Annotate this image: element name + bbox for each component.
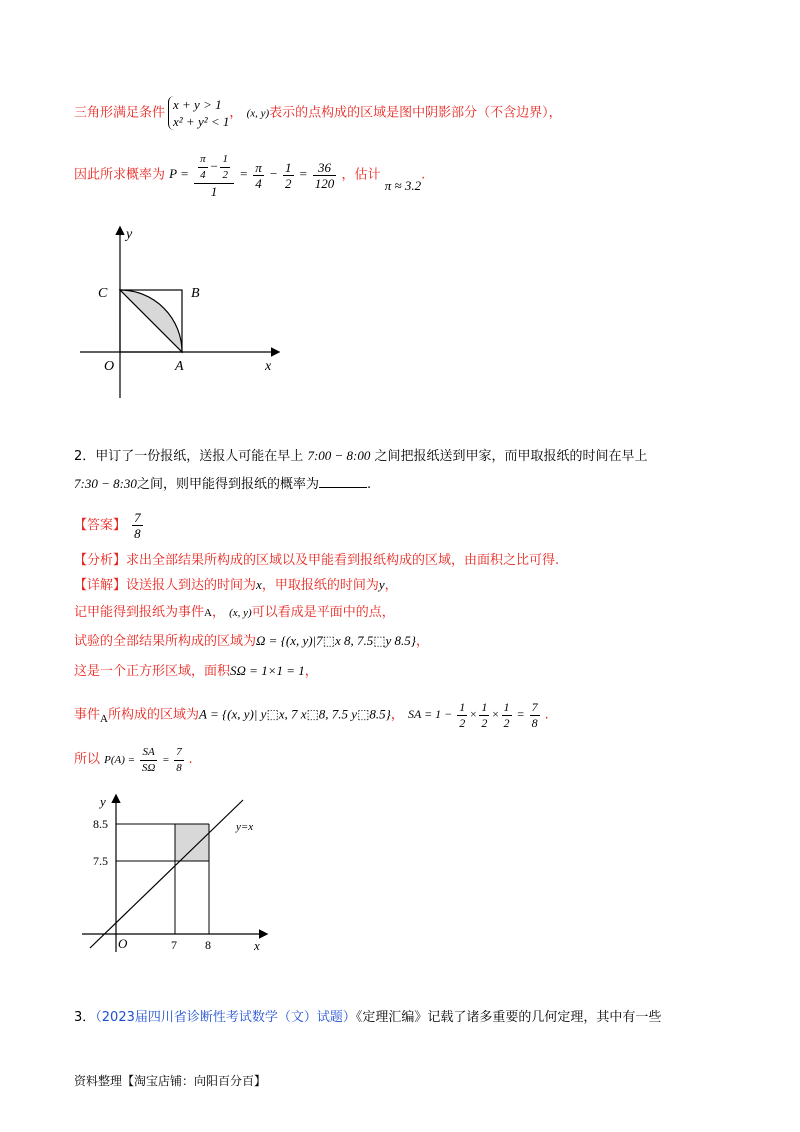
so-symbol: SΩ xyxy=(141,762,156,774)
fig1-label-c: C xyxy=(98,286,108,301)
two: 2 xyxy=(222,169,228,181)
detail-line-4 xyxy=(74,660,318,679)
estimate-text: ，估计 xyxy=(341,167,381,183)
q2-text-2: 之间，则甲能得到报纸的概率为 xyxy=(136,477,319,492)
detail-line-3 xyxy=(74,630,429,649)
solution-line-condition xyxy=(74,96,562,130)
square-text: 这是一个正方形区域，面积 xyxy=(74,664,231,679)
question-number: 2． xyxy=(74,449,96,464)
answer-fraction xyxy=(132,510,143,541)
question-2-line-1 xyxy=(74,445,648,464)
answer-tag: 【答案】 xyxy=(74,518,127,533)
shaded-region xyxy=(175,824,209,861)
question-source: （2023届四川省诊断性考试数学（文）试题） xyxy=(95,1010,356,1025)
pi-approx: π ≈ 3.2 xyxy=(384,178,422,194)
period: . xyxy=(188,752,193,768)
two: 2 xyxy=(503,716,510,730)
times: × xyxy=(491,707,500,722)
pi: π xyxy=(255,160,262,175)
onetwenty: 120 xyxy=(314,176,335,191)
q2-text-1b: 之间把报纸送到甲家，而甲取报纸的时间在早上 xyxy=(374,449,648,464)
probability-text: 因此所求概率为 xyxy=(74,167,166,183)
question-3-line-1 xyxy=(74,1006,661,1025)
answer-numerator: 7 xyxy=(134,510,141,525)
two: 2 xyxy=(285,176,292,191)
sa-formula xyxy=(407,700,545,730)
s-omega: SΩ = 1×1 = 1 xyxy=(230,663,305,678)
thirtysix: 36 xyxy=(313,160,337,176)
four: 4 xyxy=(200,169,206,181)
event-text-1: 记甲能得到报纸为事件 xyxy=(74,605,205,620)
so-text: 所以 xyxy=(74,752,101,768)
event-text: 事件 xyxy=(74,707,101,723)
fig2-label-x: x xyxy=(254,938,260,953)
equals: = xyxy=(162,754,170,767)
tick-label-75: 7.5 xyxy=(93,854,108,868)
event-xy: (x, y) xyxy=(229,607,252,619)
period: . xyxy=(544,707,549,723)
tick-label-8: 8 xyxy=(205,938,211,952)
equals: = xyxy=(239,166,248,182)
comma: ， xyxy=(390,707,404,723)
comma: ， xyxy=(229,105,243,121)
period: . xyxy=(366,477,372,492)
fig1-label-a: A xyxy=(175,359,184,374)
one: 1 xyxy=(503,700,510,714)
two: 2 xyxy=(481,716,488,730)
two: 2 xyxy=(459,716,466,730)
p-equals: P = xyxy=(169,166,189,182)
event-text-2: 可以看成是平面中的点， xyxy=(251,605,395,620)
figure-time-square xyxy=(78,790,278,960)
figure-unit-square xyxy=(78,222,288,402)
comma: ， xyxy=(415,634,429,649)
sa-symbol: SA xyxy=(140,745,157,761)
condition-text: 三角形满足条件 xyxy=(74,105,166,121)
question-2-line-2 xyxy=(74,473,371,492)
inequality-2: x² + y² < 1 xyxy=(173,114,230,129)
tick-label-85: 8.5 xyxy=(93,817,108,831)
period: . xyxy=(421,167,426,183)
seven: 7 xyxy=(174,745,184,761)
omega-expression: Ω = {(x, y)|7⬚x 8, 7.5⬚y 8.5} xyxy=(256,633,416,648)
pi: π xyxy=(198,152,208,168)
fig1-label-b: B xyxy=(191,286,200,301)
probability-formula xyxy=(169,153,341,199)
detail-line-2 xyxy=(74,601,395,620)
event-text-2: 所构成的区域为 xyxy=(107,707,199,723)
big-fraction xyxy=(194,152,234,199)
comma: ， xyxy=(304,664,318,679)
answer-denominator: 8 xyxy=(134,526,141,541)
eight: 8 xyxy=(176,762,182,774)
fig2-label-o: O xyxy=(118,936,128,951)
sa-lhs: SA = 1 − xyxy=(407,707,453,722)
seven: 7 xyxy=(531,700,538,714)
denominator-one: 1 xyxy=(210,184,218,199)
inequality-system xyxy=(168,96,229,130)
minus: − xyxy=(209,158,219,174)
answer-blank xyxy=(319,487,367,488)
region-text: 表示的点构成的区域是图中阴影部分（不含边界）， xyxy=(269,105,562,121)
answer-line xyxy=(74,510,145,541)
footer-text: 资料整理【淘宝店铺：向阳百分百】 xyxy=(74,1074,267,1088)
analysis-tag: 【分析】 xyxy=(74,553,127,568)
shaded-segment xyxy=(120,290,182,352)
inequality-1: x + y > 1 xyxy=(173,97,222,112)
a-expression: A = {(x, y)| y⬚x, 7 x⬚8, 7.5 y⬚8.5} xyxy=(198,706,391,722)
minus: − xyxy=(268,166,278,182)
tick-label-7: 7 xyxy=(171,938,177,952)
one: 1 xyxy=(285,160,292,175)
event-letter: A xyxy=(100,713,108,726)
region-text: 试验的全部结果所构成的区域为 xyxy=(74,634,257,649)
equals: = xyxy=(516,707,525,722)
equals: = xyxy=(298,166,308,182)
eight: 8 xyxy=(531,716,538,730)
comma: ， xyxy=(384,578,398,593)
time-range-2: 7:30 − 8:30 xyxy=(74,476,137,491)
fig1-label-y: y xyxy=(126,227,133,242)
fig1-label-x: x xyxy=(265,359,272,374)
one: 1 xyxy=(481,700,488,714)
detail-line-5 xyxy=(74,700,549,731)
detail-tag: 【详解】 xyxy=(74,578,127,593)
analysis-text: 求出全部结果所构成的区域以及甲能看到报纸构成的区域，由面积之比可得. xyxy=(126,553,560,568)
time-range-1: 7:00 − 8:00 xyxy=(307,448,371,463)
pa-lhs: P(A) = xyxy=(104,754,136,767)
fig1-label-o: O xyxy=(104,359,115,374)
q2-text-1: 甲订了一份报纸，送报人可能在早上 xyxy=(95,449,304,464)
line-label: y=x xyxy=(236,821,254,833)
detail-text-1: 设送报人到达的时间为 xyxy=(126,578,257,593)
var-y: y xyxy=(378,577,385,592)
comma: ， xyxy=(211,605,225,620)
four: 4 xyxy=(255,176,262,191)
times: × xyxy=(469,707,478,722)
analysis-line xyxy=(74,549,559,568)
fig2-label-y: y xyxy=(100,794,106,809)
var-x: x xyxy=(256,577,262,592)
one: 1 xyxy=(220,152,230,168)
question-text: 《定理汇编》记载了诸多重要的几何定理，其中有一些 xyxy=(355,1010,662,1025)
footer xyxy=(74,1072,266,1089)
one: 1 xyxy=(459,700,466,714)
detail-text-2: ，甲取报纸的时间为 xyxy=(261,578,379,593)
detail-line-6 xyxy=(74,745,193,776)
detail-line-1 xyxy=(74,574,398,593)
line-y-equals-x xyxy=(90,800,243,948)
solution-line-probability xyxy=(74,152,425,199)
question-number: 3． xyxy=(74,1010,96,1025)
point-xy: (x, y) xyxy=(246,107,270,120)
event-a: A xyxy=(204,607,212,619)
